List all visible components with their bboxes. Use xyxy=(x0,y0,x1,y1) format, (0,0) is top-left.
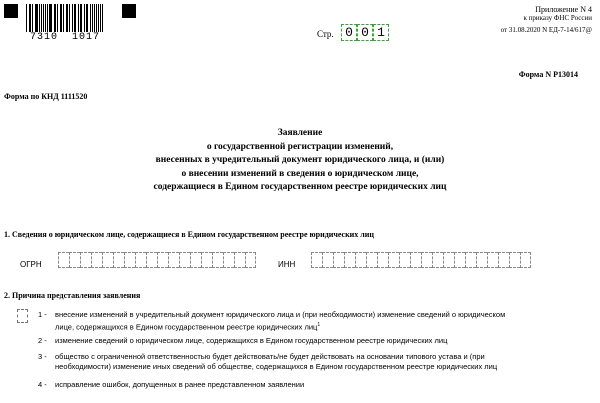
inn-label: ИНН xyxy=(278,260,296,269)
ogrn-field[interactable] xyxy=(58,252,256,268)
registration-square-right xyxy=(122,4,136,18)
reason-text: необходимости) изменение иных сведений об обществе, содержащихся в Едином государственном реестре юридических лиц xyxy=(55,362,498,371)
reason-number: 4 - xyxy=(38,380,47,389)
barcode xyxy=(26,4,104,32)
page-digit-2: 0 xyxy=(357,24,373,41)
title-line: содержащиеся в Едином государственном реестре юридических лиц xyxy=(153,182,447,192)
page-digit-1: 0 xyxy=(341,24,357,41)
title-line: внесенных в учредительный документ юридического лица, и (или) xyxy=(155,155,445,165)
appendix-line: Приложение N 4 xyxy=(535,5,592,14)
ogrn-label: ОГРН xyxy=(20,260,42,269)
application-title xyxy=(0,127,600,195)
reason-text: лице, содержащихся в Едином государственном реестре юридических лиц xyxy=(55,322,318,332)
reason-number: 2 - xyxy=(38,336,47,345)
knd-code: Форма по КНД 1111520 xyxy=(4,92,88,101)
reason-number: 1 - xyxy=(38,310,47,319)
reason-text: внесение изменений в учредительный документ юридического лица и (при необходимости) изменение сведений о юридическом xyxy=(55,310,506,319)
inn-field[interactable] xyxy=(311,252,531,268)
page-label: Стр. xyxy=(317,29,334,39)
reason-number: 3 - xyxy=(38,352,47,361)
reason-item-1 xyxy=(38,310,598,333)
registration-square-left xyxy=(4,4,18,18)
footnote-mark: 1 xyxy=(317,322,321,328)
order-line: к приказу ФНС России xyxy=(523,14,592,22)
section-2-heading: 2. Причина представления заявления xyxy=(4,291,141,300)
reason-checkbox[interactable] xyxy=(17,309,28,323)
title-line: о внесении изменений в сведения о юридическом лице, xyxy=(181,168,419,179)
reason-text: изменение сведений о юридическом лице, содержащихся в Едином государственном реестре юридических лиц xyxy=(55,336,448,345)
reason-item-4 xyxy=(38,380,598,390)
reason-text: исправление ошибок, допущенных в ранее представленном заявлении xyxy=(55,380,305,389)
barcode-number-right: 1017 xyxy=(72,32,101,43)
page-digit-3: 1 xyxy=(373,24,389,41)
title-line: Заявление xyxy=(277,128,323,138)
title-line: о государственной регистрации изменений, xyxy=(206,141,394,152)
barcode-number-left: 7310 xyxy=(30,32,59,43)
reason-item-2 xyxy=(38,336,598,346)
reason-item-3 xyxy=(38,352,598,372)
reason-text: общество с ограниченной ответственностью будет действовать/не будет действовать на основании типового устава и (при xyxy=(55,352,485,361)
order-ref-line: от 31.08.2020 N ЕД-7-14/617@ xyxy=(500,26,592,34)
appendix-note xyxy=(501,5,592,35)
section-1-heading: 1. Сведения о юридическом лице, содержащиеся в Едином государственном реестре юридических лиц xyxy=(4,230,374,239)
form-name: Форма N Р13014 xyxy=(518,70,578,79)
